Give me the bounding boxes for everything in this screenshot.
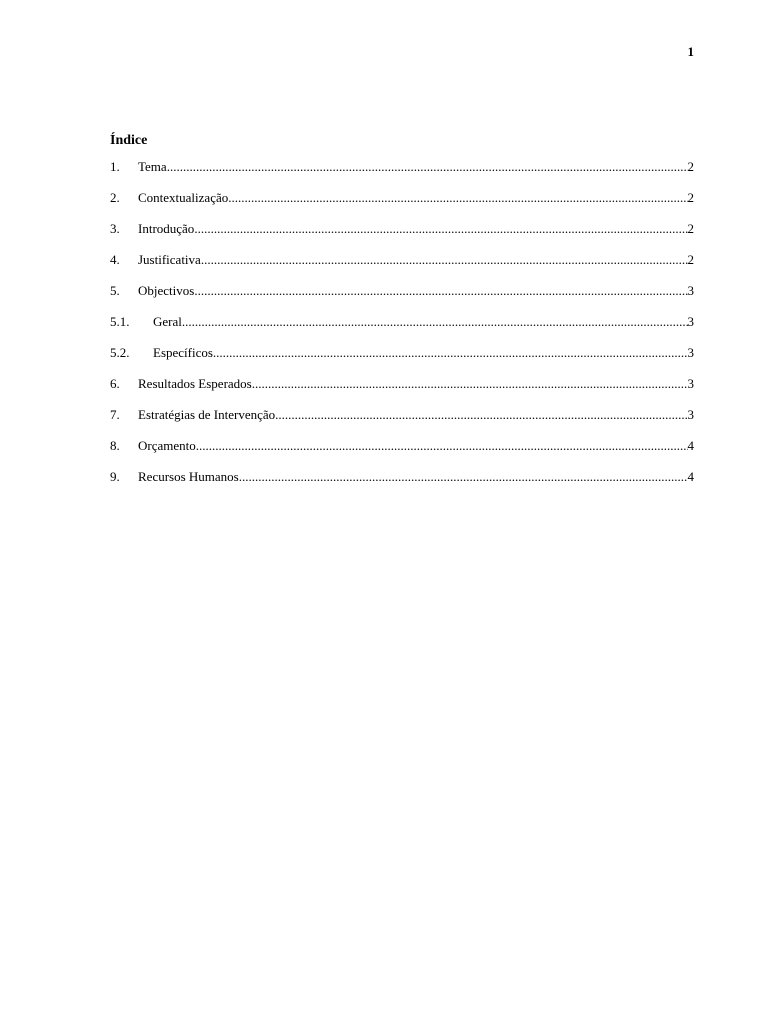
toc-entry-number: 7. [110, 407, 120, 422]
toc-dot-leader [196, 437, 688, 455]
toc-entry-label: Específicos [153, 345, 213, 360]
toc-dot-leader [194, 282, 687, 300]
toc-dot-leader [239, 468, 688, 486]
toc-entry-label: Objectivos [138, 283, 195, 298]
toc-entry-page: 2 [687, 190, 694, 205]
toc-entry-label: Orçamento [138, 438, 196, 453]
toc-entry-page: 3 [687, 314, 694, 329]
toc-dot-leader [275, 406, 687, 424]
toc-entry-number: 5.2. [110, 345, 130, 360]
toc-entry-orcamento[interactable] [110, 437, 694, 468]
toc-dot-leader [228, 189, 687, 207]
toc-entry-number: 5.1. [110, 314, 130, 329]
toc-entry-number: 6. [110, 376, 120, 391]
toc-entry-recursos-humanos[interactable] [110, 468, 694, 499]
toc-entry-page: 4 [687, 438, 694, 453]
toc-entry-geral[interactable] [110, 313, 694, 344]
table-of-contents [110, 131, 694, 499]
toc-dot-leader [167, 158, 688, 176]
toc-entry-page: 2 [687, 159, 694, 174]
toc-dot-leader [194, 220, 687, 238]
toc-entry-introducao[interactable] [110, 220, 694, 251]
toc-title: Índice [110, 133, 148, 148]
toc-entry-tema[interactable] [110, 158, 694, 189]
toc-entry-label: Geral [153, 314, 182, 329]
toc-entry-number: 3. [110, 221, 120, 236]
page-number: 1 [687, 44, 694, 59]
toc-entry-page: 2 [687, 221, 694, 236]
toc-dot-leader [252, 375, 688, 393]
toc-entry-resultados-esperados[interactable] [110, 375, 694, 406]
toc-dot-leader [201, 251, 688, 269]
toc-entry-especificos[interactable] [110, 344, 694, 375]
toc-entry-label: Introdução [138, 221, 195, 236]
toc-entry-number: 9. [110, 469, 120, 484]
toc-entry-label: Contextualização [138, 190, 229, 205]
toc-entry-justificativa[interactable] [110, 251, 694, 282]
toc-dot-leader [182, 313, 688, 331]
toc-entry-label: Resultados Esperados [138, 376, 252, 391]
toc-entry-label: Recursos Humanos [138, 469, 239, 484]
toc-entry-page: 2 [687, 252, 694, 267]
toc-dot-leader [213, 344, 688, 362]
toc-entry-label: Estratégias de Intervenção [138, 407, 276, 422]
toc-entry-number: 4. [110, 252, 120, 267]
toc-entry-page: 3 [687, 283, 694, 298]
toc-entry-estrategias-de-intervencao[interactable] [110, 406, 694, 437]
toc-entry-page: 3 [687, 345, 694, 360]
toc-list [110, 158, 694, 499]
toc-entry-page: 3 [687, 407, 694, 422]
toc-entry-label: Tema [138, 159, 167, 174]
toc-entry-objectivos[interactable] [110, 282, 694, 313]
toc-entry-number: 5. [110, 283, 120, 298]
toc-entry-page: 4 [687, 469, 694, 484]
toc-entry-number: 8. [110, 438, 120, 453]
toc-entry-number: 2. [110, 190, 120, 205]
toc-entry-label: Justificativa [138, 252, 201, 267]
toc-entry-contextualizacao[interactable] [110, 189, 694, 220]
toc-entry-page: 3 [687, 376, 694, 391]
toc-entry-number: 1. [110, 159, 120, 174]
